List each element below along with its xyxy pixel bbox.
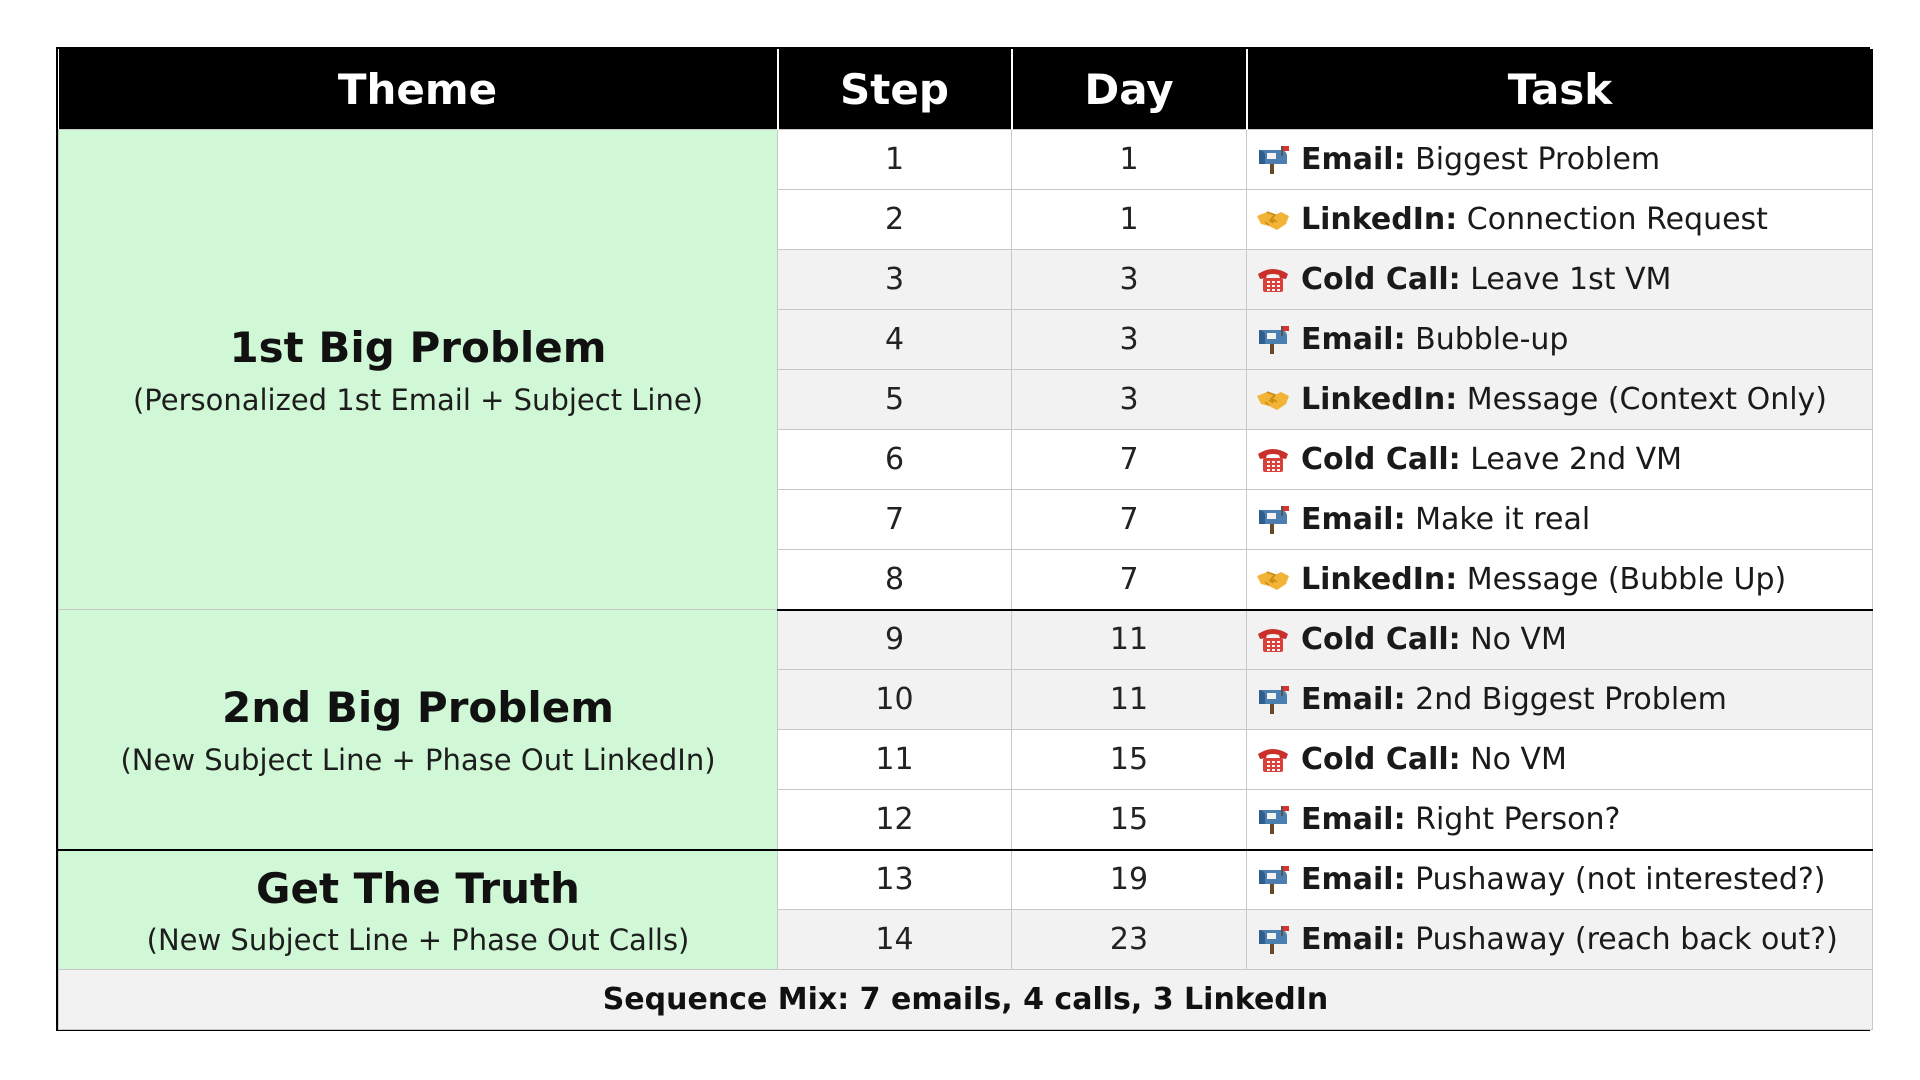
day-cell: 3 [1012,310,1247,370]
task-channel-label: Email: [1301,682,1406,717]
step-cell: 6 [778,430,1012,490]
theme-cell-get-the-truth [59,850,778,970]
telephone-icon [1255,624,1291,654]
step-cell: 10 [778,670,1012,730]
table-row [59,610,1873,670]
day-cell: 19 [1012,850,1247,910]
step-cell: 9 [778,610,1012,670]
handshake-icon [1255,384,1291,414]
telephone-icon [1255,444,1291,474]
telephone-icon [1255,744,1291,774]
task-channel-label: Email: [1301,142,1406,177]
step-cell: 4 [778,310,1012,370]
task-cell [1247,490,1873,550]
task-channel-label: Cold Call: [1301,622,1461,658]
task-text: Bubble-up [1415,322,1569,357]
header-day: Day [1012,49,1247,130]
day-cell: 3 [1012,370,1247,430]
step-cell: 12 [778,790,1012,850]
theme-subtitle: (Personalized 1st Email + Subject Line) [132,382,704,417]
task-cell [1247,130,1873,190]
handshake-icon [1255,204,1291,234]
sequence-table-container [56,47,1870,1031]
task-channel-label: Cold Call: [1301,262,1461,297]
day-cell: 23 [1012,910,1247,970]
theme-cell-1st-big-problem [59,130,778,610]
mailbox-icon [1255,504,1291,534]
header-theme: Theme [59,49,778,130]
step-cell: 11 [778,730,1012,790]
theme-title: 2nd Big Problem [222,683,614,732]
day-cell: 11 [1012,670,1247,730]
table-row [59,130,1873,190]
task-text: Make it real [1415,502,1591,537]
handshake-icon [1255,564,1291,594]
day-cell: 1 [1012,130,1247,190]
theme-title: Get The Truth [256,863,580,913]
task-cell [1247,910,1873,970]
task-cell [1247,310,1873,370]
step-cell: 13 [778,850,1012,910]
task-cell [1247,370,1873,430]
day-cell: 15 [1012,730,1247,790]
day-cell: 3 [1012,250,1247,310]
task-text: Biggest Problem [1415,142,1661,177]
day-cell: 7 [1012,550,1247,610]
table-row [59,850,1873,910]
task-text: No VM [1470,622,1567,658]
task-cell [1247,850,1873,910]
task-cell [1247,430,1873,490]
task-text: Pushaway (reach back out?) [1415,922,1838,957]
day-cell: 7 [1012,490,1247,550]
day-cell: 15 [1012,790,1247,850]
telephone-icon [1255,264,1291,294]
step-cell: 2 [778,190,1012,250]
sequence-table [58,49,1873,1030]
task-text: No VM [1470,742,1567,777]
task-text: Leave 2nd VM [1470,442,1683,477]
header-step: Step [778,49,1012,130]
task-channel-label: Cold Call: [1301,442,1461,477]
mailbox-icon [1255,804,1291,834]
sequence-mix-summary: Sequence Mix: 7 emails, 4 calls, 3 LinkedIn [59,970,1873,1030]
mailbox-icon [1255,864,1291,894]
theme-cell-2nd-big-problem [59,610,778,850]
step-cell: 5 [778,370,1012,430]
step-cell: 8 [778,550,1012,610]
mailbox-icon [1255,324,1291,354]
task-text: 2nd Biggest Problem [1415,682,1727,717]
mailbox-icon [1255,684,1291,714]
summary-row [59,970,1873,1030]
theme-subtitle: (New Subject Line + Phase Out LinkedIn) [120,742,716,777]
task-channel-label: Email: [1301,322,1406,357]
day-cell: 7 [1012,430,1247,490]
theme-subtitle: (New Subject Line + Phase Out Calls) [146,923,690,957]
step-cell: 14 [778,910,1012,970]
task-channel-label: Email: [1301,862,1406,898]
task-cell [1247,250,1873,310]
mailbox-icon [1255,144,1291,174]
task-channel-label: Email: [1301,502,1406,537]
header-task: Task [1247,49,1873,130]
task-cell [1247,550,1873,610]
day-cell: 11 [1012,610,1247,670]
task-text: Pushaway (not interested?) [1415,862,1826,898]
task-channel-label: Email: [1301,801,1406,837]
task-cell [1247,730,1873,790]
task-channel-label: Email: [1301,922,1406,957]
task-text: Leave 1st VM [1470,262,1672,297]
theme-title: 1st Big Problem [229,323,607,373]
task-channel-label: LinkedIn: [1301,561,1458,597]
task-text: Message (Context Only) [1466,382,1828,417]
mailbox-icon [1255,924,1291,954]
task-text: Right Person? [1415,801,1621,837]
day-cell: 1 [1012,190,1247,250]
task-channel-label: Cold Call: [1301,742,1461,777]
task-text: Connection Request [1466,202,1768,237]
task-cell [1247,790,1873,850]
task-text: Message (Bubble Up) [1466,561,1787,597]
step-cell: 3 [778,250,1012,310]
header-row [59,49,1873,130]
task-channel-label: LinkedIn: [1301,382,1458,417]
task-cell [1247,610,1873,670]
task-cell [1247,190,1873,250]
step-cell: 1 [778,130,1012,190]
task-channel-label: LinkedIn: [1301,202,1458,237]
task-cell [1247,670,1873,730]
step-cell: 7 [778,490,1012,550]
